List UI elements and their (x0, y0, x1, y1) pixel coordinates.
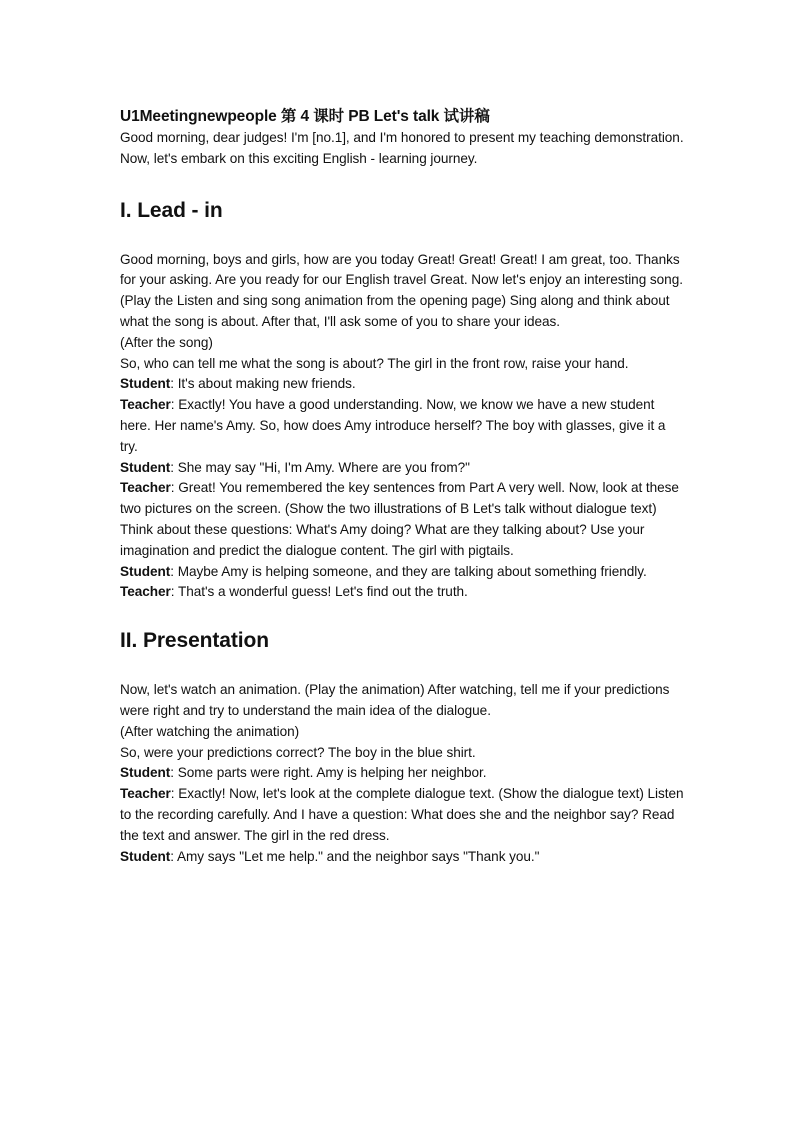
dialogue-line (120, 374, 685, 395)
section-heading-lead-in: I. Lead - in (120, 198, 223, 222)
paragraph (120, 354, 685, 375)
dialogue-text: : Exactly! Now, let's look at the complete dialogue text. (Show the dialogue text) Listen to the recording carefully. And I have a question: What does she and the neighbor say? Read the text and answer. The girl in the red dress. (120, 786, 684, 843)
dialogue-text: : It's about making new friends. (170, 376, 356, 392)
dialogue-line (120, 395, 685, 457)
speaker-label: Student (120, 563, 171, 579)
dialogue-line (120, 478, 685, 561)
dialogue-line (120, 562, 685, 583)
dialogue-text: : Some parts were right. Amy is helping her neighbor. (170, 765, 487, 781)
dialogue-text: : That's a wonderful guess! Let's find out the truth. (170, 584, 468, 600)
paragraph-text: Now, let's watch an animation. (Play the animation) After watching, tell me if your predictions were right and try to understand the main idea of the dialogue. (120, 682, 670, 718)
paragraph-text: So, who can tell me what the song is about? The girl in the front row, raise your hand. (120, 355, 629, 371)
paragraph (120, 333, 685, 354)
dialogue-text: : Maybe Amy is helping someone, and they are talking about something friendly. (170, 563, 647, 579)
intro-paragraph: Good morning, dear judges! I'm [no.1], and I'm honored to present my teaching demonstration. Now, let's embark on this exciting English - learning journey. (120, 130, 684, 166)
dialogue-text: : Amy says "Let me help." and the neighbor says "Thank you." (170, 848, 540, 864)
paragraph-text: Good morning, boys and girls, how are you today Great! Great! Great! I am great, too. Thanks for your asking. Are you ready for our English travel Great. Now let's enjoy an interesting song. (Play the Listen and sing song animation from the opening page) Sing along and think about what the song is about. After that, I'll ask some of you to share your ideas. (120, 251, 683, 329)
dialogue-line (120, 847, 685, 868)
section-body-lead-in (120, 250, 685, 604)
dialogue-line (120, 763, 685, 784)
document-content (120, 106, 685, 867)
speaker-label: Student (120, 459, 171, 475)
speaker-label: Student (120, 848, 171, 864)
dialogue-text: : Exactly! You have a good understanding. Now, we know we have a new student here. Her name's Amy. So, how does Amy introduce herself? The boy with glasses, give it a try. (120, 397, 666, 454)
paragraph-text: So, were your predictions correct? The boy in the blue shirt. (120, 744, 476, 760)
dialogue-line (120, 784, 685, 846)
document-title: U1Meetingnewpeople 第 4 课时 PB Let's talk 试讲稿 (120, 108, 490, 125)
speaker-label: Teacher (120, 786, 171, 802)
speaker-label: Teacher (120, 584, 171, 600)
section-body-presentation (120, 680, 685, 867)
speaker-label: Teacher (120, 480, 171, 496)
paragraph-text: (After the song) (120, 334, 213, 350)
dialogue-line (120, 458, 685, 479)
paragraph (120, 743, 685, 764)
paragraph (120, 680, 685, 722)
speaker-label: Student (120, 765, 171, 781)
dialogue-line (120, 582, 685, 603)
dialogue-text: : Great! You remembered the key sentences from Part A very well. Now, look at these two pictures on the screen. (Show the two illustrations of B Let's talk without dialogue text) Think about these questions: What's Amy doing? What are they talking about? Use your imagination and predict the dialogue content. The girl with pigtails. (120, 480, 679, 558)
paragraph-text: (After watching the animation) (120, 723, 300, 739)
dialogue-text: : She may say "Hi, I'm Amy. Where are you from?" (170, 459, 470, 475)
speaker-label: Student (120, 376, 171, 392)
paragraph (120, 250, 685, 333)
speaker-label: Teacher (120, 397, 171, 413)
paragraph (120, 722, 685, 743)
section-heading-presentation: II. Presentation (120, 629, 269, 653)
